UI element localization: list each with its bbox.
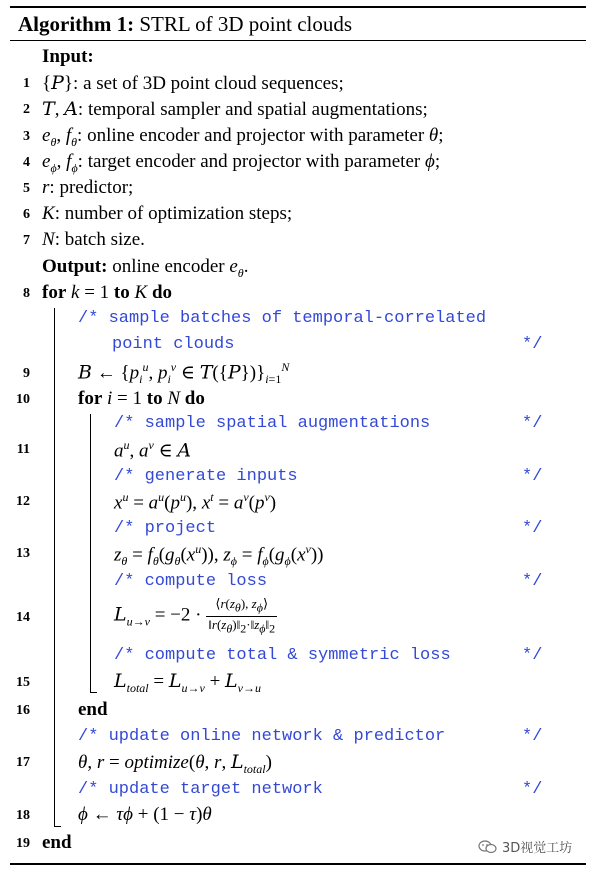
line-12-inputs: $x^u = a^u(p^u)$, $x^t = a^v(p^v)$ [114, 490, 277, 514]
input-line-4: $e_\phi$, $f_\phi$: target encoder and projector with parameter ϕ; [42, 151, 441, 175]
comment-generate-inputs: /* generate inputs [114, 467, 298, 486]
line-number: 19 [16, 836, 30, 851]
line-number: 4 [23, 155, 30, 170]
comment-close: */ [522, 335, 543, 354]
comment-spatial-aug: /* sample spatial augmentations [114, 414, 431, 433]
line-14-loss: $L_{u\to v} = -2$ · $\frac{⟨r(z_\theta), z_\phi⟩}{‖r(z_\theta)‖_2\cdot‖z_\phi‖_2}$ [114, 596, 276, 636]
comment-project: /* project [114, 519, 217, 538]
line-number: 15 [16, 675, 30, 690]
comment-close: */ [522, 780, 543, 799]
line-number: 17 [16, 755, 30, 770]
end-inner-loop: end [78, 699, 108, 720]
comment-close: */ [522, 727, 543, 746]
comment-compute-loss: /* compute loss [114, 572, 268, 591]
title-rule [10, 40, 586, 41]
line-11-augmentations: $a^u$, $a^v$ ∈ A [114, 438, 192, 462]
line-number: 1 [23, 76, 30, 91]
input-line-7: N: batch size. [42, 229, 145, 250]
wechat-icon [478, 840, 498, 854]
for-loop-outer: for k = 1 to K do [42, 282, 173, 303]
line-17-optimize: θ, r = optimize(θ, r, $L_{total}$) [78, 751, 272, 776]
outer-loop-bar [54, 308, 55, 826]
watermark [478, 837, 572, 856]
input-line-2: T, A: temporal sampler and spatial augmentations; [42, 98, 428, 120]
input-line-6: K: number of optimization steps; [42, 203, 293, 224]
bottom-rule [10, 863, 586, 865]
line-number: 14 [16, 610, 30, 625]
comment-update-online: /* update online network & predictor [78, 727, 446, 746]
input-label: Input: [42, 46, 94, 67]
for-loop-inner: for i = 1 to N do [78, 388, 205, 409]
comment-sample-batches: /* sample batches of temporal-correlated [78, 309, 487, 328]
comment-point-clouds: point clouds [112, 335, 235, 354]
line-number: 9 [23, 366, 30, 381]
inner-loop-bar [90, 414, 91, 692]
watermark-text: 3D视觉工坊 [502, 841, 573, 856]
line-number: 5 [23, 181, 30, 196]
top-rule [10, 6, 586, 8]
input-line-5: r: predictor; [42, 177, 134, 198]
output-line: Output: online encoder $e_\theta$. [42, 256, 249, 280]
algorithm-title: Algorithm 1: STRL of 3D point clouds [18, 12, 353, 36]
line-number: 11 [16, 442, 30, 457]
line-number: 12 [16, 494, 30, 509]
comment-close: */ [522, 572, 543, 591]
line-number: 3 [23, 129, 30, 144]
comment-update-target: /* update target network [78, 780, 323, 799]
outer-loop-bar-end [54, 826, 61, 827]
line-number: 16 [16, 703, 30, 718]
line-number: 7 [23, 233, 30, 248]
line-number: 2 [23, 102, 30, 117]
line-13-projection: $z_\theta = f_\theta(g_\theta(x^u))$, $z_\phi = f_\phi(g_\phi(x^v))$ [114, 542, 324, 569]
line-number: 18 [16, 808, 30, 823]
comment-total-loss: /* compute total & symmetric loss [114, 646, 451, 665]
inner-loop-bar-end [90, 692, 97, 693]
comment-close: */ [522, 467, 543, 486]
comment-close: */ [522, 414, 543, 433]
input-line-1: {P}: a set of 3D point cloud sequences; [42, 72, 344, 94]
comment-close: */ [522, 646, 543, 665]
line-15-total-loss: $L_{total} = L_{u\to v} + L_{v\to u}$ [114, 670, 261, 695]
line-18-ema-update: ϕ ← τϕ + (1 − τ)θ [78, 804, 212, 825]
input-line-3: $e_\theta$, $f_\theta$: online encoder and projector with parameter θ; [42, 125, 444, 149]
end-outer-loop: end [42, 832, 72, 853]
loss-fraction: $\frac{⟨r(z_\theta), z_\phi⟩}{‖r(z_\theta)‖_2\cdot‖z_\phi‖_2}$ [208, 596, 276, 636]
line-number: 8 [23, 286, 30, 301]
line-number: 6 [23, 207, 30, 222]
line-9-batch-sampling: B ← {$p_i^u$, $p_i^v$ ∈ $T(\{P\})\}_{i=1}^N$ [78, 360, 290, 387]
comment-close: */ [522, 519, 543, 538]
line-number: 10 [16, 392, 30, 407]
line-number: 13 [16, 546, 30, 561]
